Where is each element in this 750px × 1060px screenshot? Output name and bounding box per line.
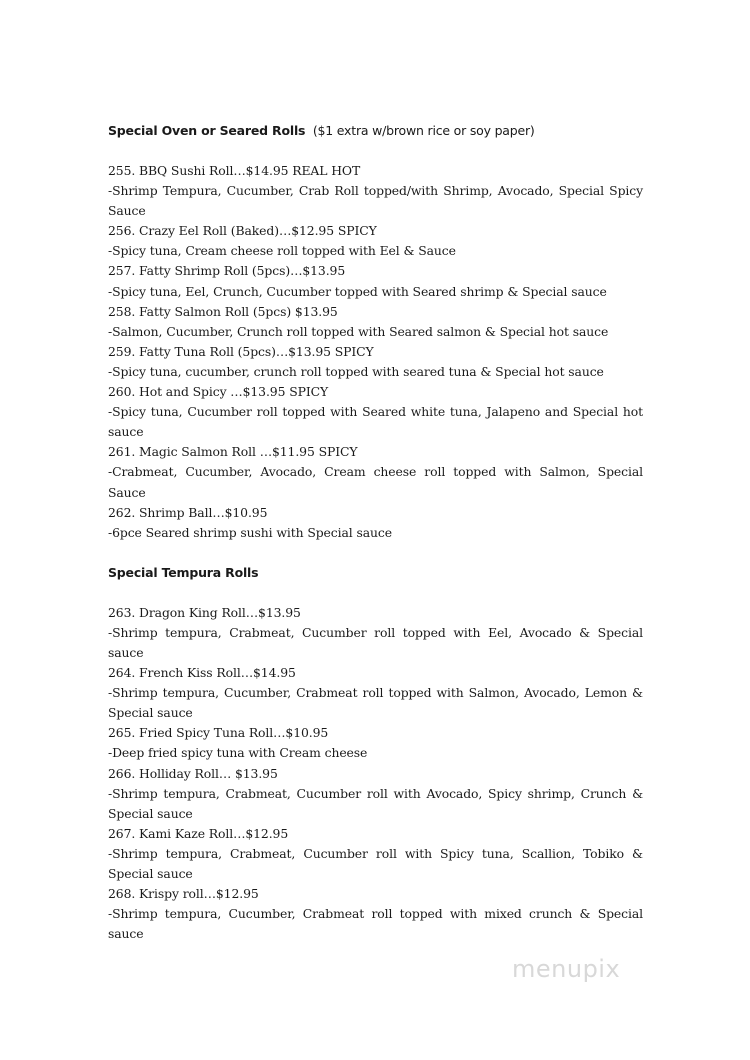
item-description: -Shrimp tempura, Cucumber, Crabmeat roll topped with mixed crunch & Special sauce xyxy=(108,906,643,942)
menu-item xyxy=(108,442,643,502)
menu-item xyxy=(108,603,643,663)
item-title: 266. Holliday Roll… $13.95 xyxy=(108,765,278,781)
item-description: -Crabmeat, Cucumber, Avocado, Cream cheese roll topped with Salmon, Special Sauce xyxy=(108,464,643,500)
item-title: 263. Dragon King Roll…$13.95 xyxy=(108,604,301,620)
item-title: 259. Fatty Tuna Roll (5pcs)…$13.95 SPICY xyxy=(108,343,374,359)
menu-item xyxy=(108,342,643,382)
item-description: -Shrimp tempura, Crabmeat, Cucumber roll with Spicy tuna, Scallion, Tobiko & Special sauce xyxy=(108,845,643,881)
menu-item xyxy=(108,261,643,301)
item-description: -Spicy tuna, Eel, Crunch, Cucumber topped with Seared shrimp & Special sauce xyxy=(108,283,607,299)
section-title: Special Tempura Rolls xyxy=(108,564,259,580)
item-description: -6pce Seared shrimp sushi with Special sauce xyxy=(108,524,392,540)
item-title: 261. Magic Salmon Roll …$11.95 SPICY xyxy=(108,444,358,460)
item-title: 264. French Kiss Roll…$14.95 xyxy=(108,665,296,681)
menu-item xyxy=(108,382,643,442)
section-note: ($1 extra w/brown rice or soy paper) xyxy=(305,123,535,138)
item-description: -Shrimp Tempura, Cucumber, Crab Roll topped/with Shrimp, Avocado, Special Spicy Sauce xyxy=(108,183,643,219)
item-title: 260. Hot and Spicy …$13.95 SPICY xyxy=(108,384,329,400)
item-title: 267. Kami Kaze Roll…$12.95 xyxy=(108,825,289,841)
section-title: Special Oven or Seared Rolls ($1 extra w/brown rice or soy paper) xyxy=(108,123,535,138)
item-title: 262. Shrimp Ball…$10.95 xyxy=(108,504,268,520)
menu-item xyxy=(108,302,643,342)
section-oven-seared xyxy=(108,121,643,543)
section-tempura xyxy=(108,563,643,945)
menu-item xyxy=(108,221,643,261)
menu-item xyxy=(108,663,643,723)
item-description: -Shrimp tempura, Crabmeat, Cucumber roll with Avocado, Spicy shrimp, Crunch & Special sauce xyxy=(108,785,643,821)
item-description: -Spicy tuna, cucumber, crunch roll topped with seared tuna & Special hot sauce xyxy=(108,363,604,379)
menu-page xyxy=(108,121,643,944)
menu-item xyxy=(108,884,643,944)
item-description: -Spicy tuna, Cucumber roll topped with Seared white tuna, Jalapeno and Special hot sauce xyxy=(108,404,643,440)
watermark-logo: menupix xyxy=(512,955,621,983)
item-title: 257. Fatty Shrimp Roll (5pcs)…$13.95 xyxy=(108,263,346,279)
menu-item xyxy=(108,161,643,221)
item-description: -Shrimp tempura, Cucumber, Crabmeat roll topped with Salmon, Avocado, Lemon & Special sauce xyxy=(108,685,643,721)
item-title: 265. Fried Spicy Tuna Roll…$10.95 xyxy=(108,725,329,741)
menu-item xyxy=(108,723,643,763)
item-title: 258. Fatty Salmon Roll (5pcs) $13.95 xyxy=(108,303,338,319)
item-description: -Shrimp tempura, Crabmeat, Cucumber roll topped with Eel, Avocado & Special sauce xyxy=(108,624,643,660)
menu-item xyxy=(108,503,643,543)
item-description: -Spicy tuna, Cream cheese roll topped with Eel & Sauce xyxy=(108,243,456,259)
menu-item xyxy=(108,824,643,884)
item-title: 256. Crazy Eel Roll (Baked)…$12.95 SPICY xyxy=(108,223,377,239)
item-description: -Salmon, Cucumber, Crunch roll topped with Seared salmon & Special hot sauce xyxy=(108,323,609,339)
item-title: 255. BBQ Sushi Roll…$14.95 REAL HOT xyxy=(108,163,361,178)
menu-item xyxy=(108,764,643,824)
item-description: -Deep fried spicy tuna with Cream cheese xyxy=(108,745,368,761)
item-title: 268. Krispy roll…$12.95 xyxy=(108,886,259,902)
